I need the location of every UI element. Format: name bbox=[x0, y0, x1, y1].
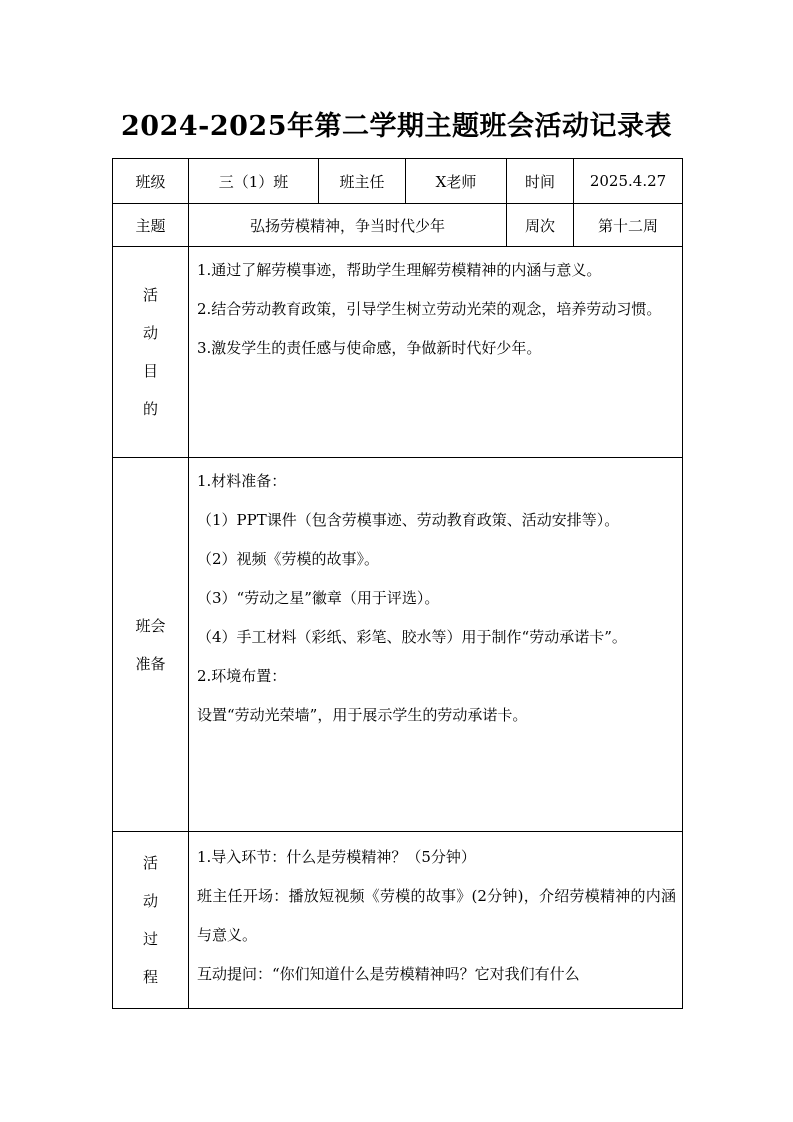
week-label: 周次 bbox=[507, 204, 574, 247]
process-row bbox=[113, 832, 683, 1009]
record-table bbox=[112, 158, 683, 1009]
prep-item: （1）PPT课件（包含劳模事迹、劳动教育政策、活动安排等）。 bbox=[197, 511, 620, 529]
class-value: 三（1）班 bbox=[189, 159, 319, 204]
prep-label bbox=[113, 458, 189, 832]
prep-item: 2.环境布置： bbox=[197, 667, 287, 685]
goals-row bbox=[113, 247, 683, 458]
goal-item: 1.通过了解劳模事迹，帮助学生理解劳模精神的内涵与意义。 bbox=[197, 261, 602, 279]
process-item: 1.导入环节：什么是劳模精神？（5分钟） bbox=[197, 848, 476, 866]
teacher-label: 班主任 bbox=[319, 159, 406, 204]
process-item: 互动提问：“你们知道什么是劳模精神吗？它对我们有什么 bbox=[197, 965, 580, 983]
time-label: 时间 bbox=[507, 159, 574, 204]
document-title: 2024-2025年第二学期主题班会活动记录表 bbox=[121, 111, 672, 142]
prep-item: （4）手工材料（彩纸、彩笔、胶水等）用于制作“劳动承诺卡”。 bbox=[197, 628, 627, 646]
topic-label: 主题 bbox=[113, 204, 189, 247]
teacher-value: X老师 bbox=[406, 159, 507, 204]
process-label bbox=[113, 832, 189, 1009]
process-label-char: 程 bbox=[142, 968, 158, 986]
process-content-inner bbox=[197, 838, 676, 1002]
process-item: 班主任开场：播放短视频《劳模的故事》(2分钟)，介绍劳模精神的内涵与意义。 bbox=[197, 887, 676, 944]
time-value: 2025.4.27 bbox=[574, 159, 683, 204]
prep-item: （3）“劳动之星”徽章（用于评选）。 bbox=[197, 589, 440, 607]
process-label-char: 动 bbox=[142, 892, 158, 910]
class-label: 班级 bbox=[113, 159, 189, 204]
topic-value: 弘扬劳模精神，争当时代少年 bbox=[189, 204, 507, 247]
goal-item: 3.激发学生的责任感与使命感，争做新时代好少年。 bbox=[197, 339, 542, 357]
prep-label-line: 准备 bbox=[135, 654, 166, 673]
goal-item: 2.结合劳动教育政策，引导学生树立劳动光荣的观念，培养劳动习惯。 bbox=[197, 300, 662, 318]
prep-label-line: 班会 bbox=[135, 616, 166, 635]
goals-label-char: 活 bbox=[142, 286, 158, 304]
process-content bbox=[189, 832, 683, 1009]
goals-label-char: 动 bbox=[142, 324, 158, 342]
topic-row bbox=[113, 204, 683, 247]
prep-content bbox=[189, 458, 683, 832]
goals-label-char: 目 bbox=[142, 362, 158, 380]
week-value: 第十二周 bbox=[574, 204, 683, 247]
prep-item: 设置“劳动光荣墙”，用于展示学生的劳动承诺卡。 bbox=[197, 706, 528, 724]
process-label-char: 过 bbox=[142, 930, 158, 948]
process-label-char: 活 bbox=[142, 854, 158, 872]
goals-label-char: 的 bbox=[142, 400, 158, 418]
goals-label bbox=[113, 247, 189, 458]
goals-content bbox=[189, 247, 683, 458]
prep-item: （2）视频《劳模的故事》。 bbox=[197, 550, 380, 568]
prep-row bbox=[113, 458, 683, 832]
info-row bbox=[113, 159, 683, 204]
prep-item: 1.材料准备： bbox=[197, 472, 287, 490]
